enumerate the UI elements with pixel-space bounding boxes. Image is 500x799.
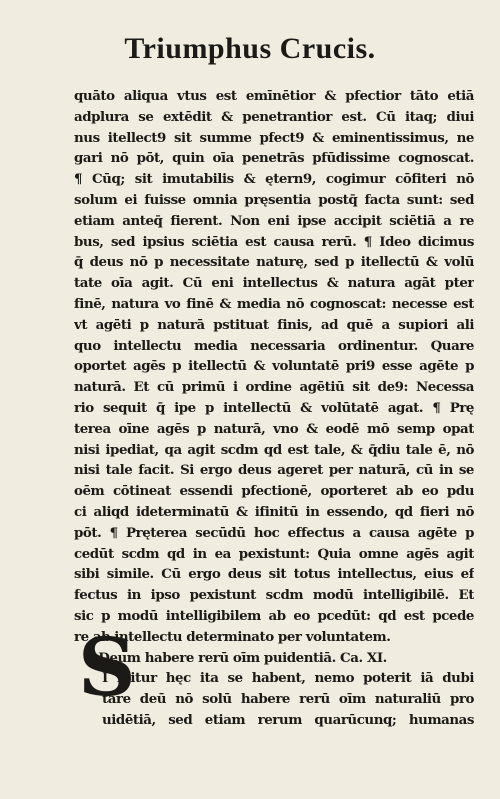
text-line: solum ei fuisse omnia pręsentia postq̄ facta sunt: sed [74, 191, 474, 208]
text-line: I igitur hęc ita se habent, nemo poterit iā dubi [102, 670, 474, 687]
text-line: ¶ Cūq; sit imutabilis & ętern9, cogimur cōfiteri nō [74, 171, 474, 188]
text-line: terea oīne agēs p naturā, vno & eodē mō semp opat [74, 420, 474, 437]
drop-cap-initial: S [78, 620, 136, 714]
text-line: uidētiā, sed etiam rerum quarūcunq; humanas [102, 711, 474, 728]
text-line: rio sequit q̄ ipe p intellectū & volūtatē agat. ¶ Prę [74, 399, 474, 416]
text-line: bus, sed ipsius sciētia est causa rerū. ¶ Ideo dicimus [74, 233, 474, 250]
text-line: tare deū nō solū habere rerū oīm naturaliū pro [102, 691, 474, 708]
text-line: re ab intellectu determinato per voluntatem. [74, 628, 391, 645]
text-line: oportet agēs p itellectū & voluntatē pri9 esse agēte p [74, 358, 474, 375]
text-line: nus itellect9 sit summe pfect9 & eminentissimus, ne [74, 129, 474, 146]
text-line: cedūt scdm qd in ea pexistunt: Quia omne agēs agit [74, 545, 474, 562]
text-line: vt agēti p naturā pstituat finis, ad quē a supiori ali [74, 316, 474, 333]
text-line: gari nō pōt, quin oīa penetrās pfūdissime cognoscat. [74, 150, 474, 167]
text-line: naturā. Et cū primū i ordine agētiū sit de9: Necessa [74, 379, 474, 396]
text-line: sic p modū intelligibilem ab eo pcedūt: qd est pcede [74, 607, 474, 624]
text-line: pōt. ¶ Pręterea secūdū hoc effectus a causa agēte p [74, 524, 474, 541]
text-line: tate oīa agit. Cū eni intellectus & natura agāt pter [74, 275, 474, 292]
running-head: Triumphus Crucis. [124, 32, 376, 65]
text-line: etiam anteq̄ fierent. Non eni ipse accipit sciētiā a re [74, 212, 474, 229]
text-line: oēm cōtineat essendi pfectionē, oporteret ab eo pdu [74, 483, 474, 500]
text-line: adplura se extēdit & penetrantior est. Cū itaq; diui [74, 108, 474, 125]
text-line: finē, natura vo finē & media nō cognoscat: necesse est [74, 295, 474, 312]
text-line: fectus in ipso pexistunt scdm modū intelligibilē. Et [74, 587, 474, 604]
text-line: sibi simile. Cū ergo deus sit totus intellectus, eius ef [74, 566, 474, 583]
text-line: nisi tale facit. Si ergo deus ageret per naturā, cū in se [74, 462, 474, 479]
text-line: quāto aliqua vtus est emīnētior & pfectior tāto etiā [74, 88, 474, 104]
text-line: ci aliqd ideterminatū & ifinitū in essendo, qd fieri nō [74, 503, 474, 520]
text-line: quo intellectu media necessaria ordinentur. Quare [74, 337, 474, 354]
text-line: nisi ipediat, qa agit scdm qd est tale, & q̄diu tale ē, nō [74, 441, 474, 458]
text-line: q̄ deus nō p necessitate naturę, sed p itellectū & volū [74, 254, 474, 271]
chapter-heading: ¶ Deum habere rerū oīm puidentiā. Ca. XI. [86, 649, 387, 666]
